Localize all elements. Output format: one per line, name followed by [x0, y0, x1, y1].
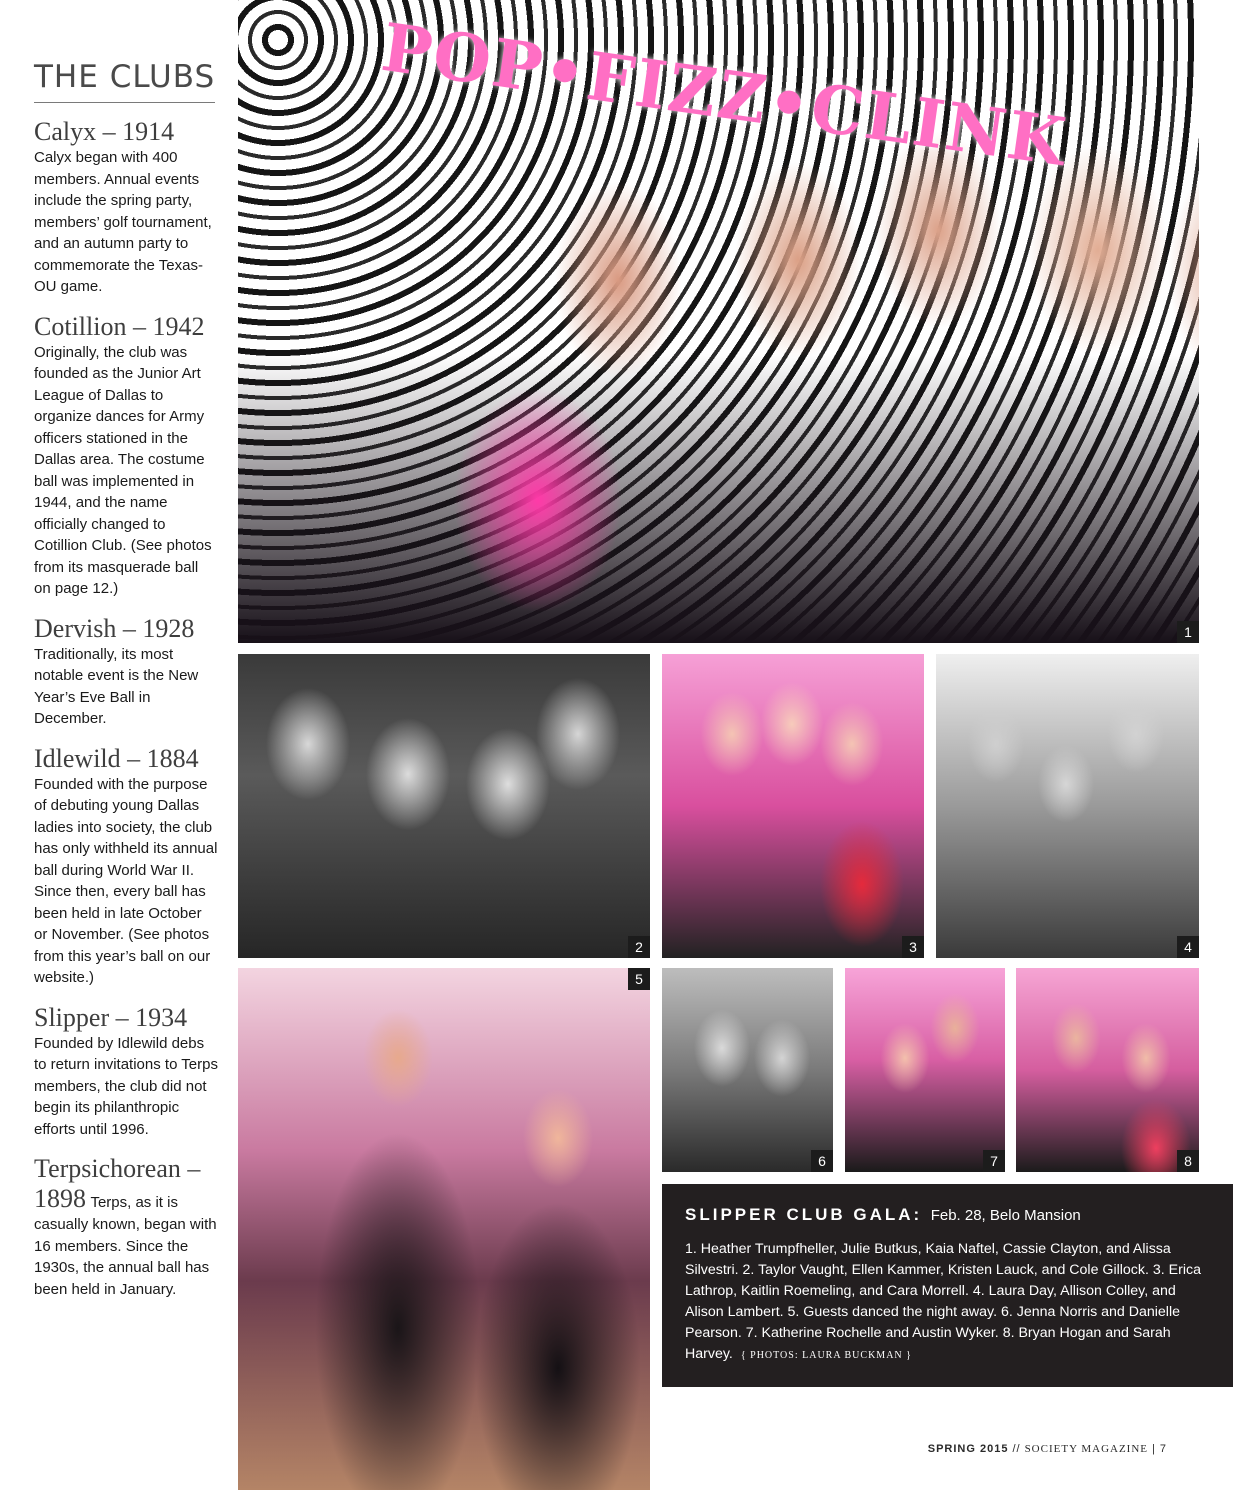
- page-number: 7: [1159, 1443, 1167, 1455]
- club-name: Idlewild – 1884: [34, 743, 199, 773]
- photo-number: 8: [1177, 1150, 1199, 1172]
- club-calyx: [34, 117, 218, 298]
- caption-body: [685, 1239, 1211, 1366]
- clubs-sidebar: [34, 58, 218, 1300]
- caption-date: Feb. 28, Belo Mansion: [930, 1207, 1081, 1224]
- club-name: Slipper – 1934: [34, 1002, 188, 1032]
- club-terpsichorean: [34, 1154, 218, 1300]
- photo-number: 5: [628, 968, 650, 990]
- gala-caption-box: [662, 1184, 1233, 1387]
- club-description: Originally, the club was founded as the Junior Art League of Dallas to organize dances for Army officers stationed in the Dallas area. The costume ball was implemented in 1944, and the name officially changed to Cotillion Club. (See photos from its masquerade ball on page 12.): [34, 343, 212, 597]
- club-slipper: [34, 1003, 218, 1141]
- photo-7: [845, 968, 1005, 1172]
- photo-credit: { PHOTOS: LAURA BUCKMAN }: [740, 1350, 912, 1361]
- photo-3: [662, 654, 924, 958]
- club-description: Founded by Idlewild debs to return invitations to Terps members, the club did not begin its philanthropic efforts until 1996.: [34, 1034, 218, 1138]
- photo-6: [662, 968, 833, 1172]
- club-name: Cotillion – 1942: [34, 311, 205, 341]
- photo-number: 2: [628, 936, 650, 958]
- footer-separator: //: [1012, 1443, 1021, 1455]
- footer-season: SPRING 2015: [927, 1443, 1009, 1455]
- photo-number: 6: [811, 1150, 833, 1172]
- club-cotillion: [34, 312, 218, 600]
- photo-number: 1: [1177, 621, 1199, 643]
- club-name: Terpsichorean – 1898: [34, 1154, 201, 1213]
- photo-2: [238, 654, 650, 958]
- pop-fizz-clink-banner: POP•FIZZ•CLINK: [377, 8, 1072, 182]
- club-description: Terps, as it is casually known, began with 16 members. Since the 1930s, the annual ball has been held in January.: [34, 1194, 217, 1298]
- caption-text: 1. Heather Trumpfheller, Julie Butkus, Kaia Naftel, Cassie Clayton, and Alissa Silvestri. 2. Taylor Vaught, Ellen Kammer, Kristen Lauck, and Cole Gillock. 3. Erica Lathrop, Kaitlin Roemeling, and Cara Morrell. 4. Laura Day, Allison Colley, and Alison Lambert. 5. Guests danced the night away. 6. Jenna Norris and Danielle Pearson. 7. Katherine Rochelle and Austin Wyker. 8. Bryan Hogan and Sarah Harvey.: [685, 1241, 1201, 1362]
- club-description: Founded with the purpose of debuting young Dallas ladies into society, the club has only withheld its annual ball during World War II. Since then, every ball has been held in late October or November. (See photos from this year’s ball on our website.): [34, 775, 218, 986]
- club-dervish: [34, 614, 218, 730]
- footer-page-separator: |: [1152, 1443, 1156, 1455]
- footer-magazine: SOCIETY MAGAZINE: [1024, 1443, 1149, 1455]
- club-description: Traditionally, its most notable event is the New Year’s Eve Ball in December.: [34, 645, 199, 727]
- photo-number: 7: [983, 1150, 1005, 1172]
- club-name: Calyx – 1914: [34, 117, 175, 146]
- club-name: Dervish – 1928: [34, 613, 195, 643]
- photo-4: [936, 654, 1199, 958]
- photo-number: 3: [902, 936, 924, 958]
- page-footer: [928, 1443, 1167, 1455]
- caption-heading: [685, 1202, 1211, 1229]
- photo-number: 4: [1177, 936, 1199, 958]
- sidebar-title: THE CLUBS: [34, 58, 215, 103]
- photo-8: [1016, 968, 1199, 1172]
- photo-5: [238, 968, 650, 1490]
- photo-1: [238, 0, 1199, 643]
- caption-title: SLIPPER CLUB GALA:: [685, 1205, 923, 1224]
- club-idlewild: [34, 744, 218, 989]
- club-description: Calyx began with 400 members. Annual events include the spring party, members’ golf tournament, and an autumn party to commemorate the Texas-OU game.: [34, 149, 212, 295]
